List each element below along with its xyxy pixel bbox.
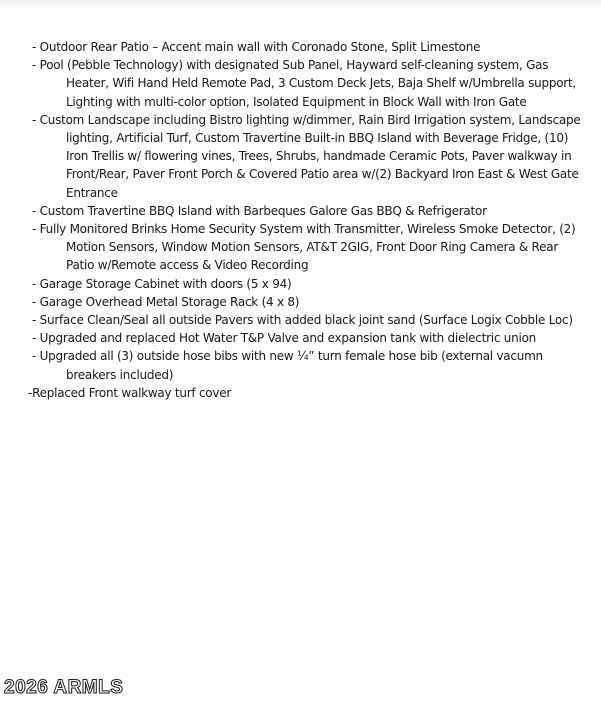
list-item: - Upgraded and replaced Hot Water T&P Valve and expansion tank with dielectric union [32, 331, 537, 346]
mls-watermark: 2026 ARMLS [4, 677, 124, 698]
list-item: - Outdoor Rear Patio – Accent main wall with Coronado Stone, Split Limestone [32, 40, 481, 54]
list-item: - Upgraded all (3) outside hose bibs with new ¼” turn female hose bib (external vacumn breakers included) [32, 349, 543, 382]
scan-edge-shadow [0, 0, 601, 8]
list-item: - Fully Monitored Brinks Home Security System with Transmitter, Wireless Smoke Detector, (2) Motion Sensors, Window Motion Sensors, AT&T 2GIG, Front Door Ring Camera & Rear Patio w/Remote access & Video Recording [32, 222, 576, 273]
list-item: - Custom Landscape including Bistro lighting w/dimmer, Rain Bird Irrigation system, Landscape lighting, Artificial Turf, Custom Travertine Built-in BBQ Island with Beverage Fridge, (10) Iron Trellis w/ flowering vines, Trees, Shrubs, handmade Ceramic Pots, Paver walkway in Front/Rear, Paver Front Porch & Covered Patio area w/(2) Backyard Iron East & West Gate Entrance [32, 112, 581, 200]
list-item: -Replaced Front walkway turf cover [28, 385, 232, 400]
list-item: - Garage Overhead Metal Storage Rack (4 x 8) [32, 294, 300, 309]
feature-list [28, 38, 588, 402]
list-item: - Surface Clean/Seal all outside Pavers with added black joint sand (Surface Logix Cobble Loc) [32, 313, 573, 328]
list-item: - Custom Travertine BBQ Island with Barbeques Galore Gas BBQ & Refrigerator [32, 203, 487, 218]
list-item: - Garage Storage Cabinet with doors (5 x 94) [32, 276, 292, 291]
list-item: - Pool (Pebble Technology) with designated Sub Panel, Hayward self-cleaning system, Gas Heater, Wifi Hand Held Remote Pad, 3 Custom Deck Jets, Baja Shelf w/Umbrella support, Lighting with multi-color option, Isolated Equipment in Block Wall with Iron Gate [32, 58, 576, 109]
